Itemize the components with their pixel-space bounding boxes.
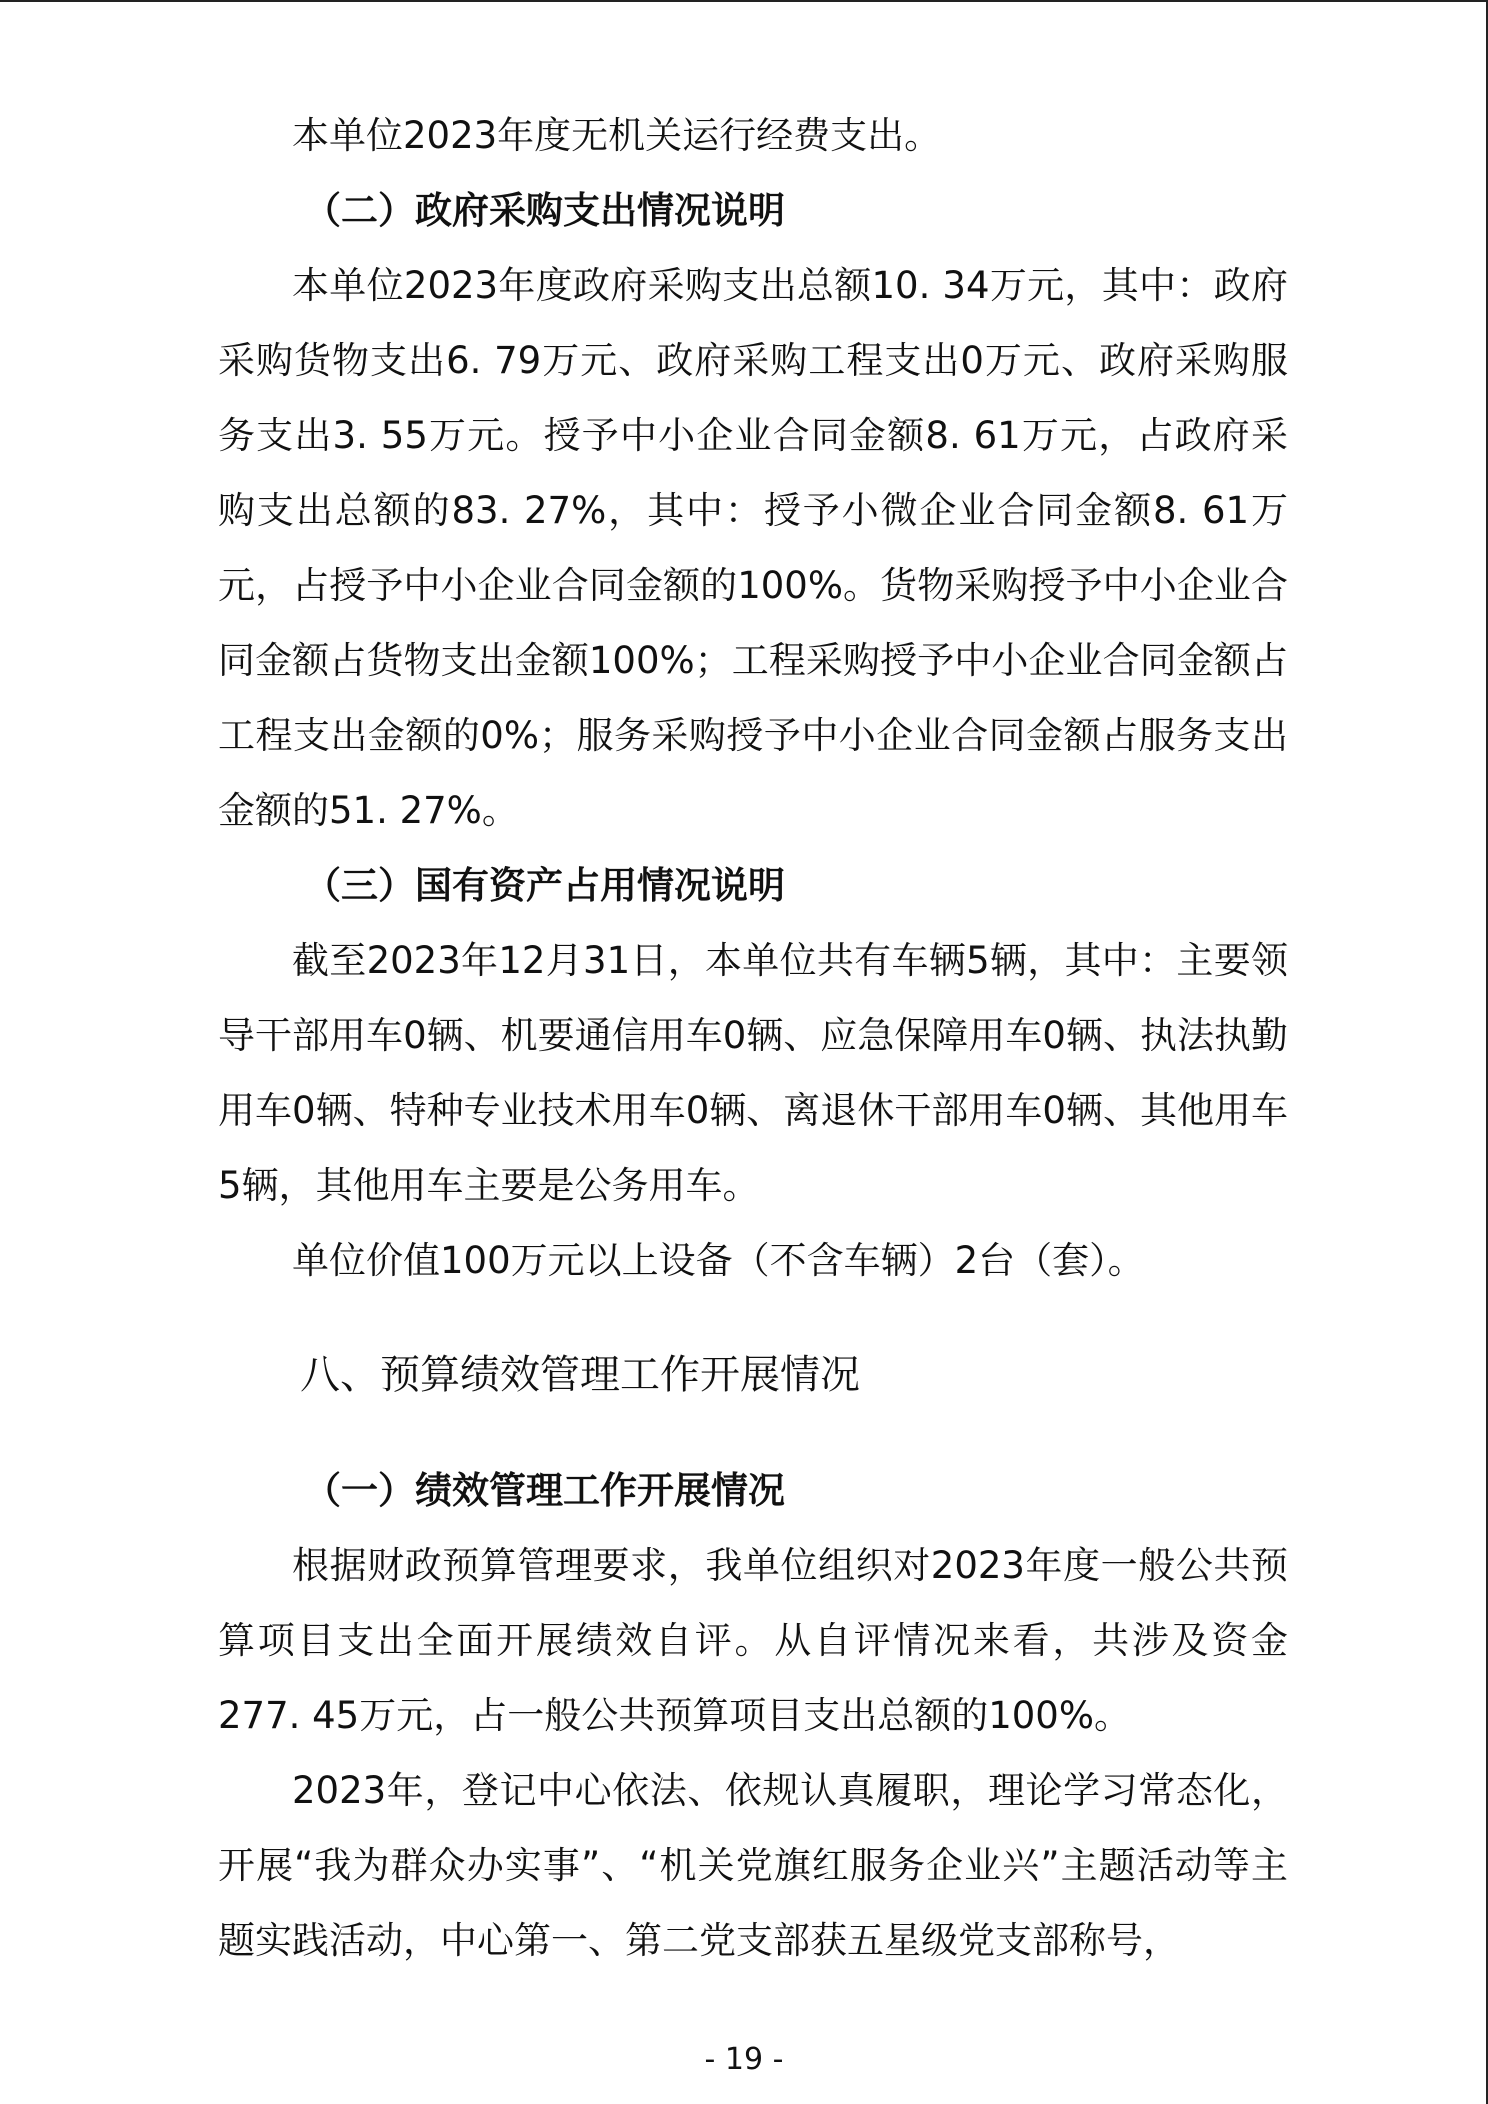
paragraph-equipment: 单位价值100万元以上设备（不含车辆）2台（套）。 (292, 1239, 1145, 1282)
heading-procurement: （二）政府采购支出情况说明 (304, 189, 785, 232)
page-number: - 19 - (704, 2042, 784, 2077)
paragraph-2023-activities: 2023年，登记中心依法、依规认真履职，理论学习常态化，开展“我为群众办实事”、“机关党旗红服务企业兴”主题活动等主题实践活动，中心第一、第二党支部获五星级党支部称号， (218, 1769, 1288, 1962)
paragraph-no-operating-expenses: 本单位2023年度无机关运行经费支出。 (292, 114, 942, 157)
section-title-performance: 八、预算绩效管理工作开展情况 (300, 1352, 860, 1398)
heading-performance-management: （一）绩效管理工作开展情况 (304, 1469, 785, 1512)
paragraph-performance: 根据财政预算管理要求，我单位组织对2023年度一般公共预算项目支出全面开展绩效自评。从自评情况来看，共涉及资金277. 45万元，占一般公共预算项目支出总额的100%。 (218, 1544, 1288, 1737)
document-body (218, 98, 1288, 1978)
paragraph-vehicles: 截至2023年12月31日，本单位共有车辆5辆，其中：主要领导干部用车0辆、机要通信用车0辆、应急保障用车0辆、执法执勤用车0辆、特种专业技术用车0辆、离退休干部用车0辆、其他用车5辆，其他用车主要是公务用车。 (218, 939, 1288, 1207)
paragraph-procurement: 本单位2023年度政府采购支出总额10. 34万元，其中：政府采购货物支出6. 79万元、政府采购工程支出0万元、政府采购服务支出3. 55万元。授予中小企业合同金额8. 61万元，占政府采购支出总额的83. 27%，其中：授予小微企业合同金额8. 61万元，占授予中小企业合同金额的100%。货物采购授予中小企业合同金额占货物支出金额100%；工程采购授予中小企业合同金额占工程支出金额的0%；服务采购授予中小企业合同金额占服务支出金额的51. 27%。 (218, 264, 1288, 832)
heading-state-assets: （三）国有资产占用情况说明 (304, 864, 785, 907)
